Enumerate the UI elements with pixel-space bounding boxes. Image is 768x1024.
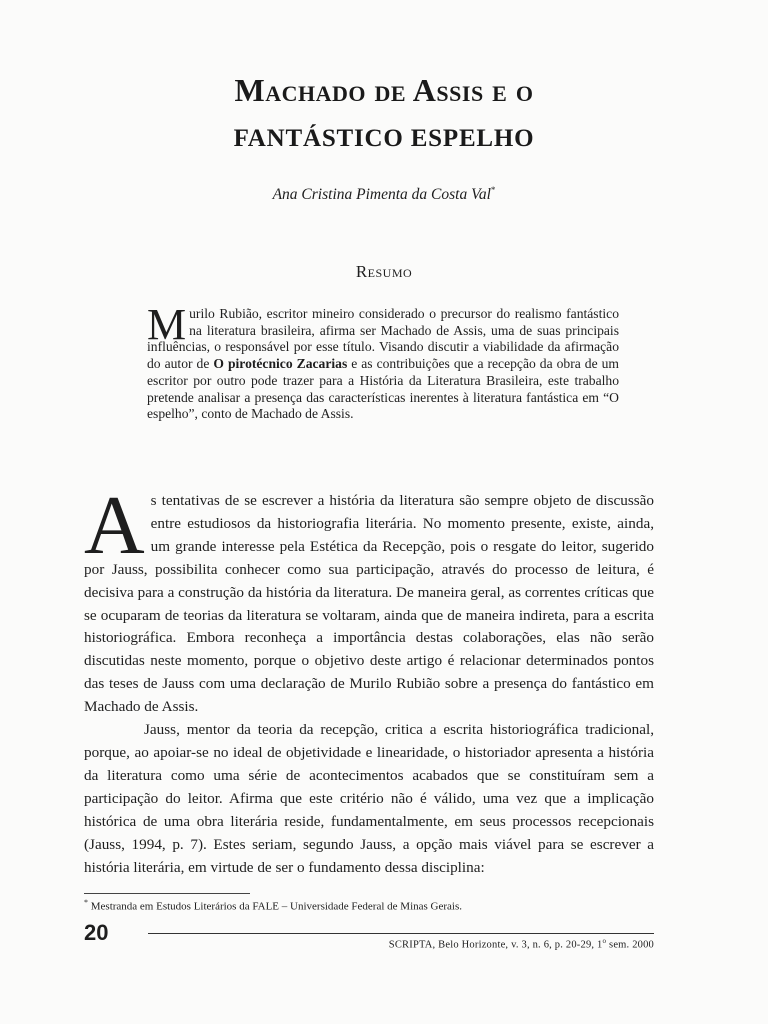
article-title-line2: FANTÁSTICO ESPELHO	[233, 125, 535, 152]
author-footnote-mark: *	[490, 185, 496, 195]
body-paragraph-1-text: s tentativas de se escrever a história da literatura são sempre objeto de discussão entre estudiosos da historiografia literária. No momento presente, existe, ainda, um grande interesse pela Estética da Recepção, pois o resgate do leitor, sugerido por Jauss, possibilita conhecer como sua participação, através do processo de leitura, é decisiva para a construção da história da literatura. De maneira geral, as correntes críticas que se ocuparam de teorias da literatura se voltaram, ainda que de maneira indireta, para a escrita historiográfica. Embora reconheça a importância destas colaborações, elas não serão discutidas neste momento, porque o objetivo deste artigo é relacionar determinados pontos das teses de Jauss com uma declaração de Murilo Rubião sobre a presença do fantástico em Machado de Assis.	[84, 492, 654, 716]
footnote	[84, 898, 654, 913]
author-byline	[0, 185, 768, 204]
body-paragraph-1	[84, 479, 654, 719]
author-name: Ana Cristina Pimenta da Costa Val	[272, 186, 491, 204]
page-number: 20	[84, 920, 109, 945]
body-paragraph-2: Jauss, mentor da teoria da recepção, critica a escrita historiográfica tradicional, porque, ao apoiar-se no ideal de objetividade e linearidade, o historiador apresenta a história da literatura como uma série de acontecimentos acabados que se constituíram sem a participação do leitor. Afirma que este critério não é válido, uma vez que a implicação histórica de uma obra literária reside, fundamentalmente, em seus processos recepcionais (Jauss, 1994, p. 7). Estes seriam, segundo Jauss, a opção mais viável para se escrever a história literária, em virtude de ser o fundamento dessa disciplina:	[84, 721, 654, 876]
journal-citation-text: SCRIPTA, Belo Horizonte, v. 3, n. 6, p. 20-29, 1	[388, 939, 603, 951]
abstract-book-title: O pirotécnico Zacarias	[213, 356, 348, 372]
article-body	[84, 479, 654, 879]
journal-citation	[389, 937, 654, 951]
body-dropcap: A	[84, 479, 145, 572]
footnote-mark: *	[84, 898, 88, 907]
article-title-line1: Machado de Assis e o	[234, 72, 534, 108]
abstract-text	[147, 300, 619, 423]
abstract-heading: Resumo	[355, 262, 413, 281]
abstract-dropcap: M	[147, 300, 187, 349]
footnote-text: Mestranda em Estudos Literários da FALE – Universidade Federal de Minas Gerais.	[90, 900, 462, 913]
journal-citation-sup: o	[602, 937, 607, 945]
abstract-part2: e as contribuições que a recepção da obra de um escritor por outro pode trazer para a História da Literatura Brasileira, este trabalho pretende analisar a presença das características inerentes à literatura fantástica em “O espelho”, conto de Machado de Assis.	[147, 356, 619, 422]
abstract-part1: urilo Rubião, escritor mineiro considerado o precursor do realismo fantástico na literatura brasileira, afirma ser Machado de Assis, uma de suas principais influências, o responsável por esse título. Visando discutir a viabilidade da afirmação do autor de	[147, 306, 619, 372]
footer-divider	[148, 933, 654, 934]
footnote-divider	[84, 893, 250, 894]
journal-citation-end: sem. 2000	[606, 939, 654, 951]
